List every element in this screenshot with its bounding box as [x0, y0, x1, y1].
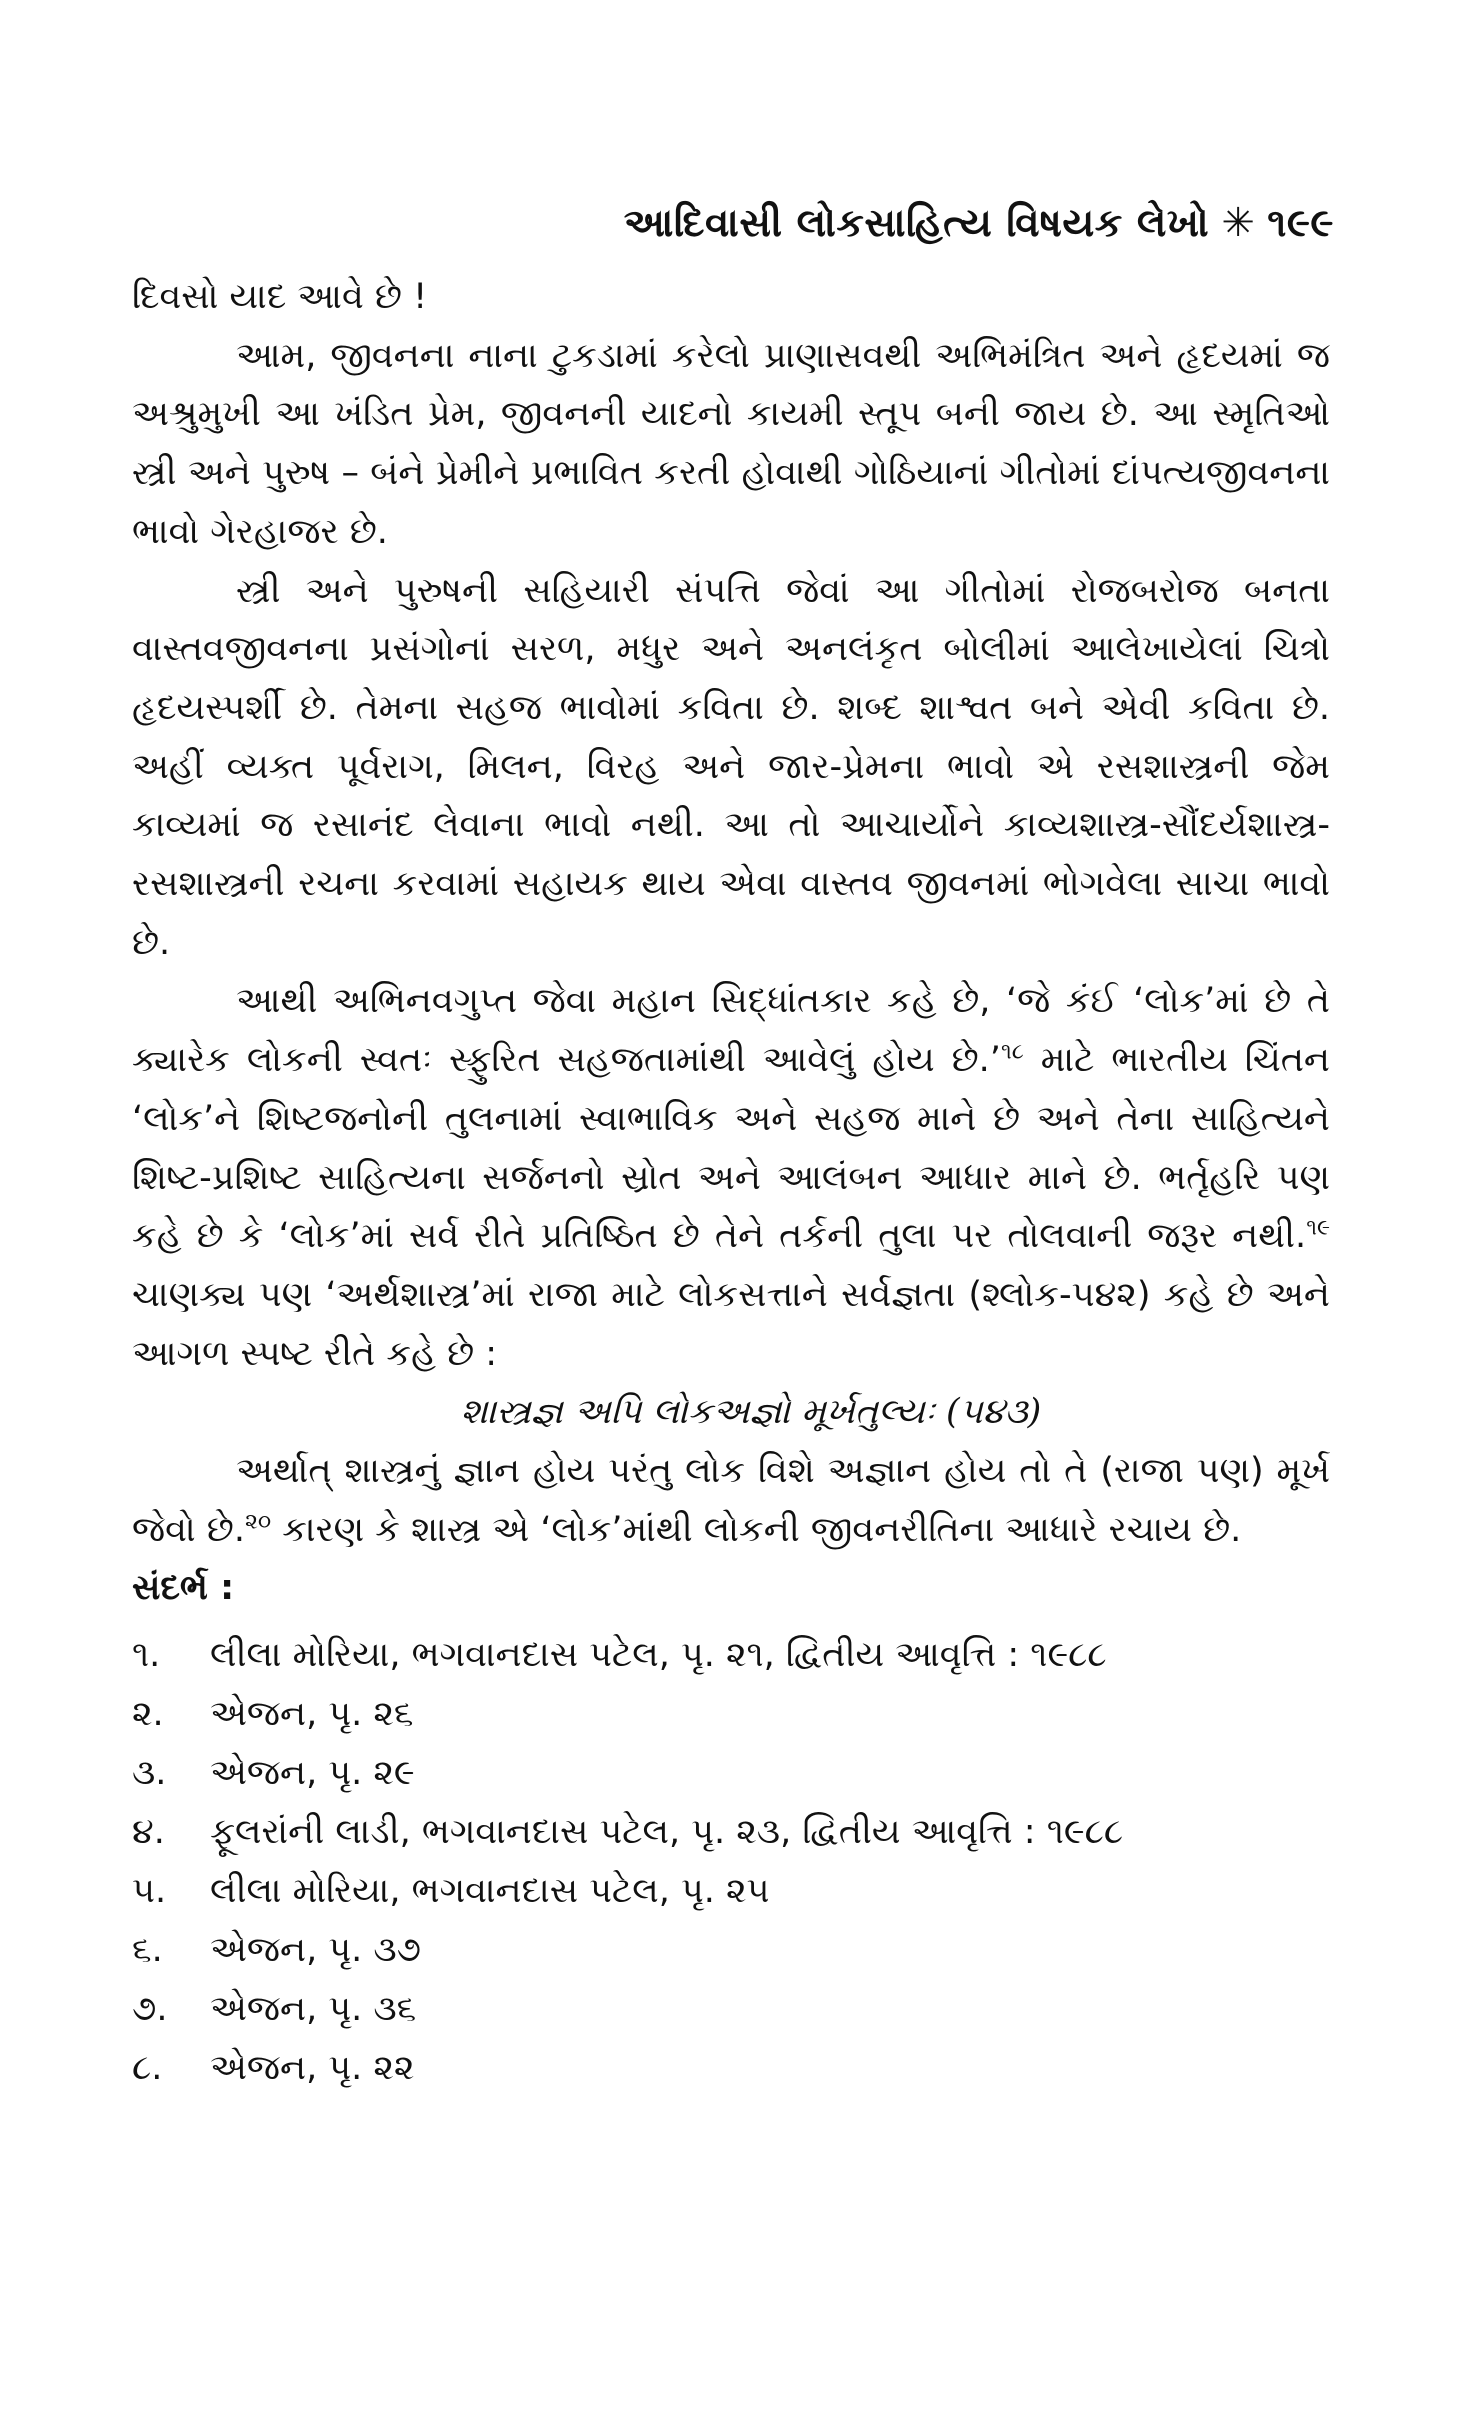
paragraph-text: કારણ કે શાસ્ત્ર એ ‘લોક’માંથી લોકની જીવનરીતિના આધારે રચાય છે.: [271, 1509, 1242, 1550]
reference-number: ૭.: [132, 1989, 168, 2030]
paragraph: સ્ત્રી અને પુરુષની સહિયારી સંપત્તિ જેવાં આ ગીતોમાં રોજબરોજ બનતા વાસ્તવજીવનના પ્રસંગોનાં સરળ, મધુર અને અનલંકૃત બોલીમાં આલેખાયેલાં ચિત્રો હૃદયસ્પર્શી છે. તેમના સહજ ભાવોમાં કવિતા છે. શબ્દ શાશ્વત બને એવી કવિતા છે. અહીં વ્યક્ત પૂર્વરાગ, મિલન, વિરહ અને જાર-પ્રેમના ભાવો એ રસશાસ્ત્રની જેમ કાવ્યમાં જ રસાનંદ લેવાના ભાવો નથી. આ તો આચાર્યોને કાવ્યશાસ્ત્ર-સૌંદર્યશાસ્ત્ર-રસશાસ્ત્રની રચના કરવામાં સહાયક થાય એવા વાસ્તવ જીવનમાં ભોગવેલા સાચા ભાવો છે.: [132, 570, 1330, 963]
asterisk-separator-icon: ✳: [1221, 200, 1256, 246]
running-head-title: આદિવાસી લોકસાહિત્ય વિષયક લેખો: [623, 201, 1210, 246]
paragraph-text: ચાણક્ય પણ ‘અર્થશાસ્ત્ર’માં રાજા માટે લોકસત્તાને સર્વજ્ઞતા (શ્લોક-૫૪૨) કહે છે અને આગળ સ્પષ્ટ રીતે કહે છે :: [132, 1274, 1330, 1374]
paragraph-text: અર્થાત્ શાસ્ત્રનું જ્ઞાન હોય પરંતુ લોક વિશે અજ્ઞાન હોય તો તે (રાજા પણ) મૂર્ખ જેવો છે.: [132, 1451, 1330, 1550]
reference-text: લીલા મોરિયા, ભગવાનદાસ પટેલ, પૃ. ૨૫: [210, 1871, 770, 1912]
reference-number: ૧.: [132, 1635, 161, 1676]
references-heading: સંદર્ભ :: [132, 1568, 235, 1609]
reference-item: [132, 1862, 1330, 1921]
reference-text: લીલા મોરિયા, ભગવાનદાસ પટેલ, પૃ. ૨૧, દ્વિતીય આવૃત્તિ : ૧૯૮૮: [210, 1635, 1107, 1676]
reference-item: [132, 1685, 1330, 1744]
reference-item: [132, 1803, 1330, 1862]
paragraph-continuation: દિવસો યાદ આવે છે !: [132, 277, 428, 317]
paragraph-with-notes: [132, 1442, 1330, 1559]
reference-text: એજન, પૃ. ૩૬: [210, 1989, 417, 2030]
sanskrit-quotation: શાસ્ત્રજ્ઞ અપિ લોકઅજ્ઞો મૂર્ખતુલ્યઃ (૫૪૩): [460, 1392, 1042, 1433]
paragraph: આમ, જીવનના નાના ટુકડામાં કરેલો પ્રાણાસવથી અભિમંત્રિત અને હૃદયમાં જ અશ્રુમુખી આ ખંડિત પ્રેમ, જીવનની યાદનો કાયમી સ્તૂપ બની જાય છે. આ સ્મૃતિઓ સ્ત્રી અને પુરુષ – બંને પ્રેમીને પ્રભાવિત કરતી હોવાથી ગોઠિયાનાં ગીતોમાં દાંપત્યજીવનના ભાવો ગેરહાજર છે.: [132, 335, 1330, 552]
reference-text: ફૂલરાંની લાડી, ભગવાનદાસ પટેલ, પૃ. ૨૩, દ્વિતીય આવૃત્તિ : ૧૯૮૮: [210, 1812, 1124, 1853]
reference-text: એજન, પૃ. ૩૭: [210, 1930, 421, 1971]
reference-number: ૩.: [132, 1753, 167, 1794]
reference-text: એજન, પૃ. ૨૨: [210, 2048, 415, 2089]
reference-number: ૬.: [132, 1930, 163, 1971]
reference-text: એજન, પૃ. ૨૯: [210, 1753, 415, 1794]
page-number: ૧૯૯: [1267, 201, 1334, 246]
reference-text: એજન, પૃ. ૨૬: [210, 1694, 414, 1735]
reference-item: [132, 1980, 1330, 2039]
paragraph-text: આથી અભિનવગુપ્ત જેવા મહાન સિદ્ધાંતકાર કહે છે, ‘જે કંઈ ‘લોક’માં છે તે ક્યારેક લોકની સ્વતઃ સ્ફુરિત સહજતામાંથી આવેલું હોય છે.’: [132, 981, 1330, 1081]
page-body: [132, 268, 1330, 2098]
footnote-ref: ૧૯: [1306, 1215, 1330, 1241]
reference-number: ૨.: [132, 1694, 164, 1735]
running-head: [624, 200, 1334, 246]
reference-item: [132, 1744, 1330, 1803]
footnote-ref: ૨૦: [244, 1509, 272, 1535]
reference-item: [132, 1921, 1330, 1980]
paragraph-text: માટે ભારતીય ચિંતન ‘લોક’ને શિષ્ટજનોની તુલનામાં સ્વાભાવિક અને સહજ માને છે અને તેના સાહિત્યને શિષ્ટ-પ્રશિષ્ટ સાહિત્યના સર્જનનો સ્રોત અને આલંબન આધાર માને છે. ભર્તૃહરિ પણ કહે છે કે ‘લોક’માં સર્વ રીતે પ્રતિષ્ઠિત છે તેને તર્કની તુલા પર તોલવાની જરૂર નથી.: [132, 1040, 1330, 1257]
reference-number: ૪.: [132, 1812, 165, 1853]
paragraph-with-notes: [132, 972, 1330, 1383]
reference-number: ૮.: [132, 2048, 163, 2089]
reference-item: [132, 1626, 1330, 1685]
reference-number: ૫.: [132, 1871, 167, 1912]
footnote-ref: ૧૮: [1000, 1039, 1024, 1065]
reference-item: [132, 2039, 1330, 2098]
references-list: [132, 1626, 1330, 2098]
